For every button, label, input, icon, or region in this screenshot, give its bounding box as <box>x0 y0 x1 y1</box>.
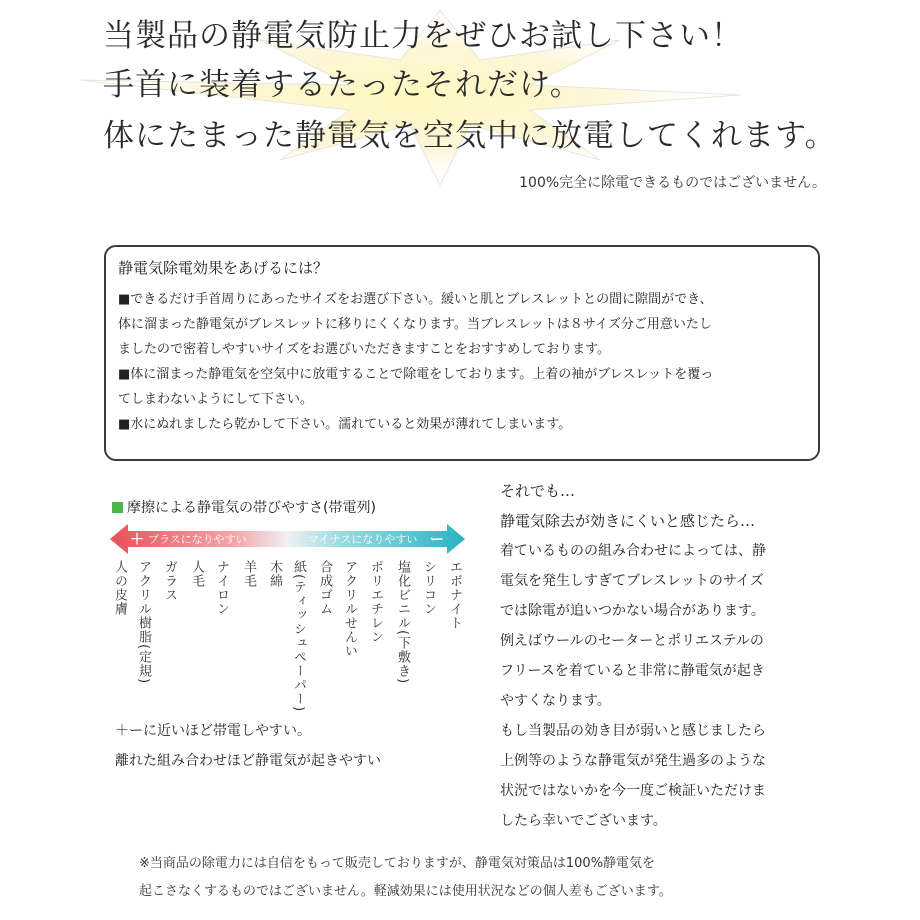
material-label: 木綿 <box>267 560 282 588</box>
advice-line: したら幸いでございます。 <box>500 813 667 829</box>
advice-line: やすくなります。 <box>500 693 611 709</box>
material-label: 人毛 <box>189 560 204 588</box>
series-note-1: ＋ーに近いほど帯電しやすい。 <box>115 723 311 739</box>
material-label: 羊毛 <box>241 560 256 588</box>
tips-box <box>104 245 820 461</box>
triboelectric-title <box>112 497 376 517</box>
headline-line-1: 当製品の静電気防止力をぜひお試し下さい！ <box>103 18 743 54</box>
advice-line: フリースを着ていると非常に静電気が起き <box>500 663 765 679</box>
advice-heading-1: それでも… <box>500 482 576 500</box>
advice-line: もし当製品の効き目が弱いと感じましたら <box>500 723 766 739</box>
advice-line: 例えばウールのセーターとポリエステルの <box>500 633 764 649</box>
tips-title: 静電気除電効果をあげるには？ <box>118 259 329 277</box>
tips-lines <box>118 287 713 437</box>
minus-sign: ー <box>430 532 444 548</box>
plus-label: プラスになりやすい <box>148 533 247 546</box>
advice-line: 上例等のような静電気が発生過多のような <box>500 753 766 769</box>
triboelectric-title-text: 摩擦による静電気の帯びやすさ(帯電列) <box>127 500 376 516</box>
material-label: シリコン <box>421 560 436 616</box>
footer-line-1: ※当商品の除電力には自信をもって販売しておりますが、静電気対策品は100%静電気を <box>139 856 656 871</box>
footer-line-2: 起こさなくするものではございません。軽減効果には使用状況などの個人差もございます。 <box>139 884 672 899</box>
green-square-icon <box>112 502 123 513</box>
advice-column <box>500 476 840 836</box>
tips-line: ■体に溜まった静電気を空気中に放電することで除電をしております。上着の袖がブレスレットを覆っ <box>118 367 714 382</box>
minus-label: マイナスになりやすい <box>308 533 418 546</box>
tips-line: ましたので密着しやすいサイズをお選びいただきますことをおすすめしております。 <box>118 342 611 357</box>
plus-sign: ＋ <box>130 532 144 548</box>
advice-line: では除電が追いつかない場合があります。 <box>500 603 765 619</box>
tips-line: 体に溜まった静電気がブレスレットに移りにくくなります。当ブレスレットは８サイズ分ご用意いたし <box>118 317 712 332</box>
tips-line: てしまわないようにして下さい。 <box>118 392 314 407</box>
series-note-2: 離れた組み合わせほど静電気が起きやすい <box>115 753 381 769</box>
tips-line: ■できるだけ手首周りにあったサイズをお選び下さい。緩いと肌とブレスレットとの間に隙間ができ、 <box>118 292 713 307</box>
material-label: アクリルせんい <box>342 560 357 658</box>
material-label: ナイロン <box>214 560 229 616</box>
tips-line: ■水にぬれましたら乾かして下さい。濡れていると効果が薄れてしまいます。 <box>118 417 572 432</box>
charge-direction-arrow <box>110 524 465 554</box>
material-label: ガラス <box>162 560 177 602</box>
material-label: 合成ゴム <box>317 560 332 616</box>
advice-heading-2: 静電気除去が効きにくいと感じたら… <box>500 512 756 530</box>
material-label: アクリル樹脂(定規) <box>136 560 151 685</box>
material-label: 人の皮膚 <box>112 560 127 616</box>
disclaimer-note: 100%完全に除電できるものではございません。 <box>519 175 826 191</box>
material-label: エボナイト <box>447 560 462 630</box>
material-label: 紙(ティッシュペーパー) <box>291 560 306 713</box>
advice-line: 状況ではないかを今一度ご検証いただけま <box>500 783 766 799</box>
headline-line-3: 体にたまった静電気を空気中に放電してくれます。 <box>103 118 837 154</box>
headline-line-2: 手首に装着するたったそれだけ。 <box>103 67 582 103</box>
advice-line: 着ているものの組み合わせによっては、静 <box>500 543 766 559</box>
material-label: 塩化ビニル(下敷き) <box>395 560 410 685</box>
material-label: ポリエチレン <box>368 560 383 644</box>
advice-line: 電気を発生しすぎてブレスレットのサイズ <box>500 573 764 589</box>
